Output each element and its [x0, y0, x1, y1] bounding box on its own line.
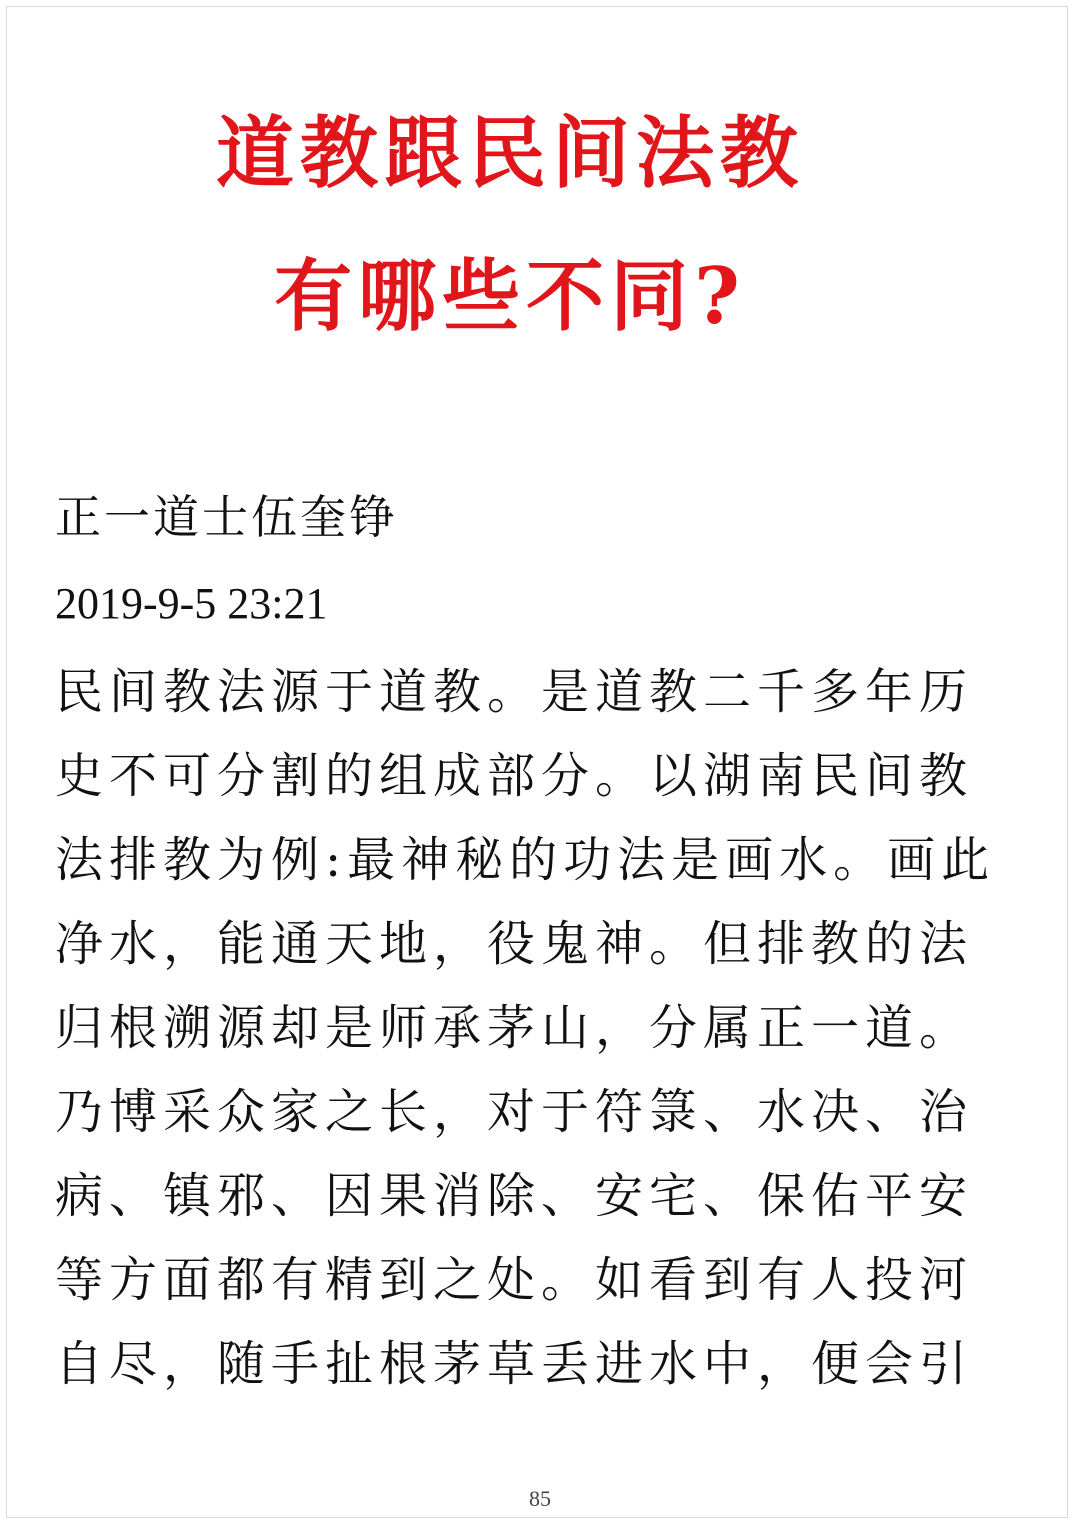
body-line: 病、镇邪、因果消除、安宅、保佑平安 — [55, 1168, 974, 1224]
body-line: 史不可分割的组成部分。以湖南民间教 — [55, 748, 974, 804]
body-line: 等方面都有精到之处。如看到有人投河 — [55, 1252, 974, 1308]
article-title-line-1: 道教跟民间法教 — [215, 108, 804, 199]
body-line: 归根溯源却是师承茅山，分属正一道。 — [55, 1000, 974, 1056]
body-line: 自尽，随手扯根茅草丢进水中，便会引 — [55, 1336, 974, 1392]
body-line: 净水，能通天地，役鬼神。但排教的法 — [55, 916, 974, 972]
post-date: 2019-9-5 23:21 — [55, 579, 328, 628]
page-number: 85 — [529, 1486, 551, 1511]
article-title-line-2: 有哪些不同? — [274, 251, 746, 342]
body-line: 民间教法源于道教。是道教二千多年历 — [55, 664, 974, 720]
body-line: 乃博采众家之长，对于符箓、水决、治 — [55, 1084, 974, 1140]
author-name: 正一道士伍奎铮 — [55, 490, 398, 544]
body-line: 法排教为例:最神秘的功法是画水。画此 — [55, 832, 996, 888]
